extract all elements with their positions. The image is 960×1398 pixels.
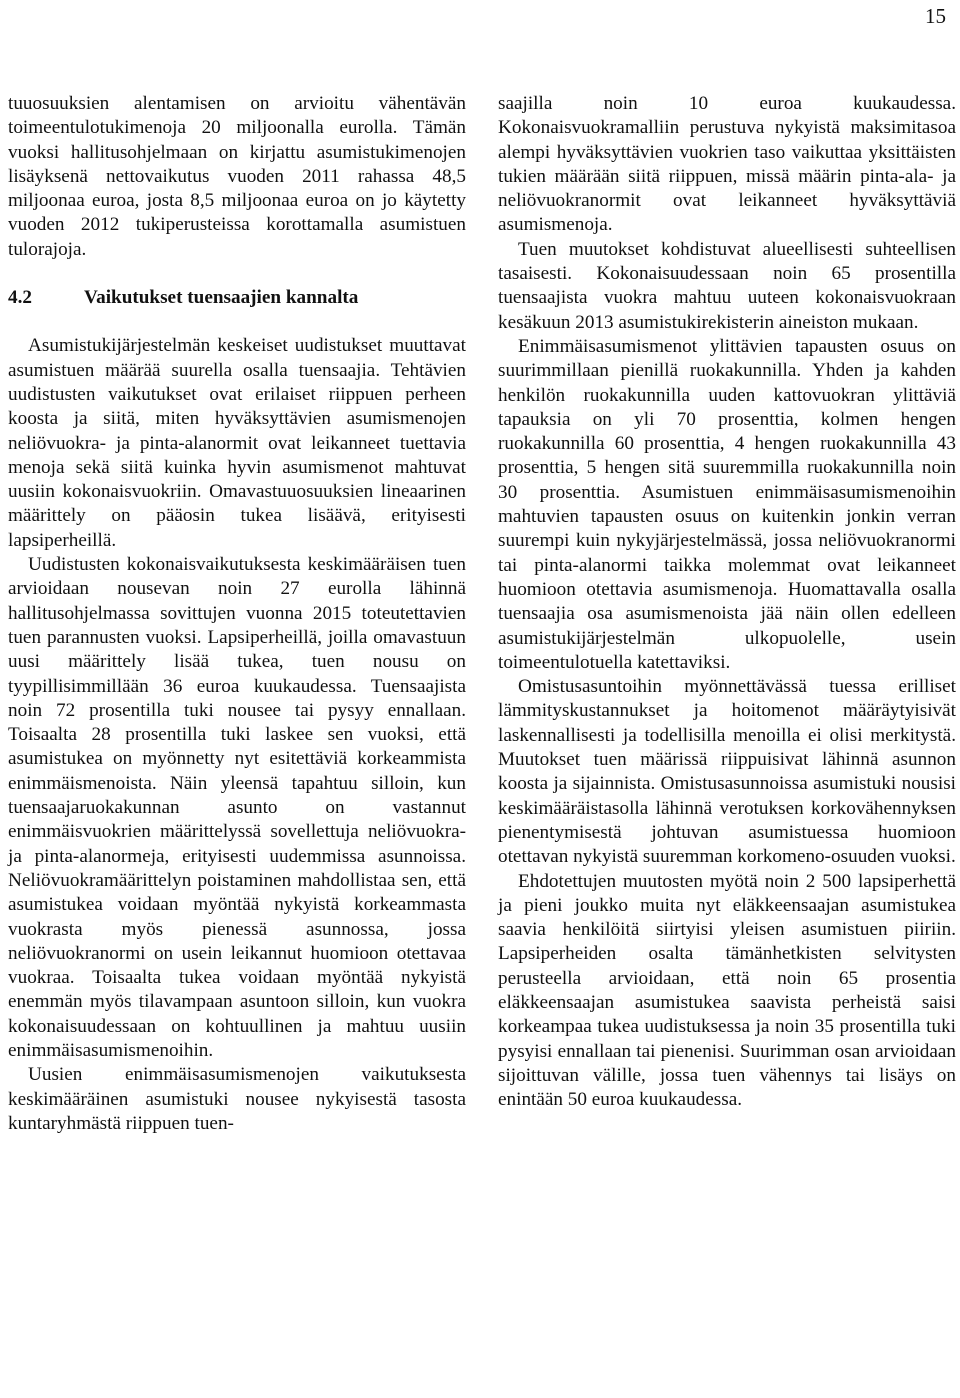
paragraph: Asumistukijärjestelmän keskeiset uudistukset muuttavat asumistuen määrää suurella osalla tuensaajia. Tehtävien uudistusten vaikutukset ovat erilaiset riippuen perheen koosta ja siitä, miten hyväksyttävien asumismenojen neliövuokra- ja pinta-alanormit ovat leikanneet tuettavia menoja sekä siitä kuinka hyvin asumismenot mahtuvat uusiin kokonaisvuokriin. Omavastuuosuuksien lineaarinen määrittely on pääosin tukea lisäävä, erityisesti lapsiperheillä.	[8, 335, 466, 551]
paragraph: Ehdotettujen muutosten myötä noin 2 500 lapsiperhettä ja pieni joukko muita nyt eläkkeensaajan asumistukea saavia henkilöitä siirtyisi yleisen asumistuen piiriin. Lapsiperheiden osalta tämänhetkisten selvitysten perusteella arvioidaan, että noin 65 prosentia eläkkeensaajan asumistukea saavista perheistä saisi korkeampaa tukea uudistuksessa ja noin 35 prosentilla tuki pysyisi ennallaan tai pienenisi. Suurimman osan arvioidaan sijoittuvan välille, jossa tuen vähennys tai lisäys on enintään 50 euroa kuukaudessa.	[498, 870, 956, 1111]
section-title: Vaikutukset tuensaajien kannalta	[84, 287, 359, 309]
paragraph: Uusien enimmäisasumismenojen vaikutuksesta keskimääräinen asumistuki nousee nykyisestä tasosta kuntaryhmästä riippuen tuen-	[8, 1064, 466, 1134]
paragraph: Uudistusten kokonaisvaikutuksesta keskimääräisen tuen arvioidaan nousevan noin 27 eurolla lähinnä hallitusohjelmassa sovittujen vuonna 2015 toteutettavien tuen parannusten vuoksi. Lapsiperheillä, joilla omavastuun uusi määrittely lisää tukea, tuen nousu on tyypillisimmillään 36 euroa kuukaudessa. Tuensaajista noin 72 prosentilla tuki nousee tai pysyy ennallaan. Toisaalta 28 prosentilla tuki laskee sen vuoksi, että asumistukea on myönnetty nyt esitettäviä korkeammista enimmäismenoista. Näin yleensä tapahtuu silloin, kun tuensaajaruokakunnan asunto on vastannut enimmäisvuokrien määrittelyssä sovellettuja neliövuokra- ja pinta-alanormeja, erityisesti uudemmissa asunnoissa. Neliövuokramäärittelyn poistaminen mahdollistaa sen, että asumistukea voidaan myöntää nykyistä korkeammasta vuokrasta myös pienessä asunnossa, jossa neliövuokranormi on usein leikannut huomioon otettavaa vuokraa. Toisaalta tukea voidaan myöntää nykyistä enemmän myös tilavampaan asuntoon silloin, kun vuokra kokonaisuudessaan on kohtuullinen ja mahtuu uusiin enimmäisasumismenoihin.	[8, 554, 466, 1061]
paragraph: Omistusasuntoihin myönnettävässä tuessa erilliset lämmityskustannukset ja hoitomenot määräytyisivät laskennallisesti ja todellisilla menoilla ei olisi merkitystä. Muutokset tuen määrissä riippuisivat lähinnä asunnon koosta ja sijainnista. Omistusasunnoissa asumistuki nousisi keskimääräistasolla lähinnä verotuksen korkovähennyksen pienentymisestä johtuvan asumistuessa huomioon otettavan nykyistä suuremman korkomeno-osuuden vuoksi.	[498, 676, 956, 868]
left-column	[8, 92, 466, 1136]
section-number: 4.2	[8, 287, 32, 309]
paragraph: Tuen muutokset kohdistuvat alueellisesti suhteellisen tasaisesti. Kokonaisuudessaan noin 65 prosentilla tuensaajista vuokra mahtuu uuteen kokonaisvuokraan kesäkuun 2013 asumistukirekisterin aineiston mukaan.	[498, 238, 956, 333]
paragraph: Enimmäisasumismenot ylittävien tapausten osuus on suurimmillaan pienillä ruokakunnilla. Yhden ja kahden henkilön ruokakunnilla uuden kattovuokran ylittäviä tapauksia on yli 70 prosenttia, kolmen hengen ruokakunnilla 60 prosenttia, 4 hengen ruokakunnilla 43 prosenttia, 5 hengen sitä suuremmilla ruokakunnilla noin 30 prosenttia. Asumistuen enimmäisasumismenoihin mahtuvien tapausten osuus on kuitenkin jonkin verran suurempi kuin nykyjärjestelmässä, jossa neliövuokranormi tai pinta-alanormi taikka molemmat ovat leikanneet huomioon otettavia asumismenoja. Huomattavalla osalla tuensaajia osa asumismenoista jää näin ollen edelleen asumistukijärjestelmän ulkopuolelle, usein toimeentulotuella katettaviksi.	[498, 335, 956, 673]
page-number: 15	[925, 4, 946, 28]
section-heading	[8, 286, 466, 310]
intro-paragraph: tuuosuuksien alentamisen on arvioitu vähentävän toimeentulotukimenoja 20 miljoonalla eurolla. Tämän vuoksi hallitusohjelmaan on kirjattu asumistukimenojen lisäyksenä nettovaikutus vuoden 2011 rahassa 48,5 miljoonaa euroa, josta 8,5 miljoonaa euroa on jo käytetty vuoden 2012 tukiperusteissa korottamalla asumistuen tulorajoja.	[8, 93, 466, 260]
continued-paragraph: saajilla noin 10 euroa kuukaudessa. Kokonaisvuokramalliin perustuva nykyistä maksimitasoa alempi hyväksyttävien vuokrien taso vaikuttaa yksittäisten tukien määrään siitä riippuen, missä määrin pinta-ala- ja neliövuokranormit ovat leikanneet hyväksyttäviä asumismenoja.	[498, 93, 956, 236]
right-column	[498, 92, 956, 1112]
